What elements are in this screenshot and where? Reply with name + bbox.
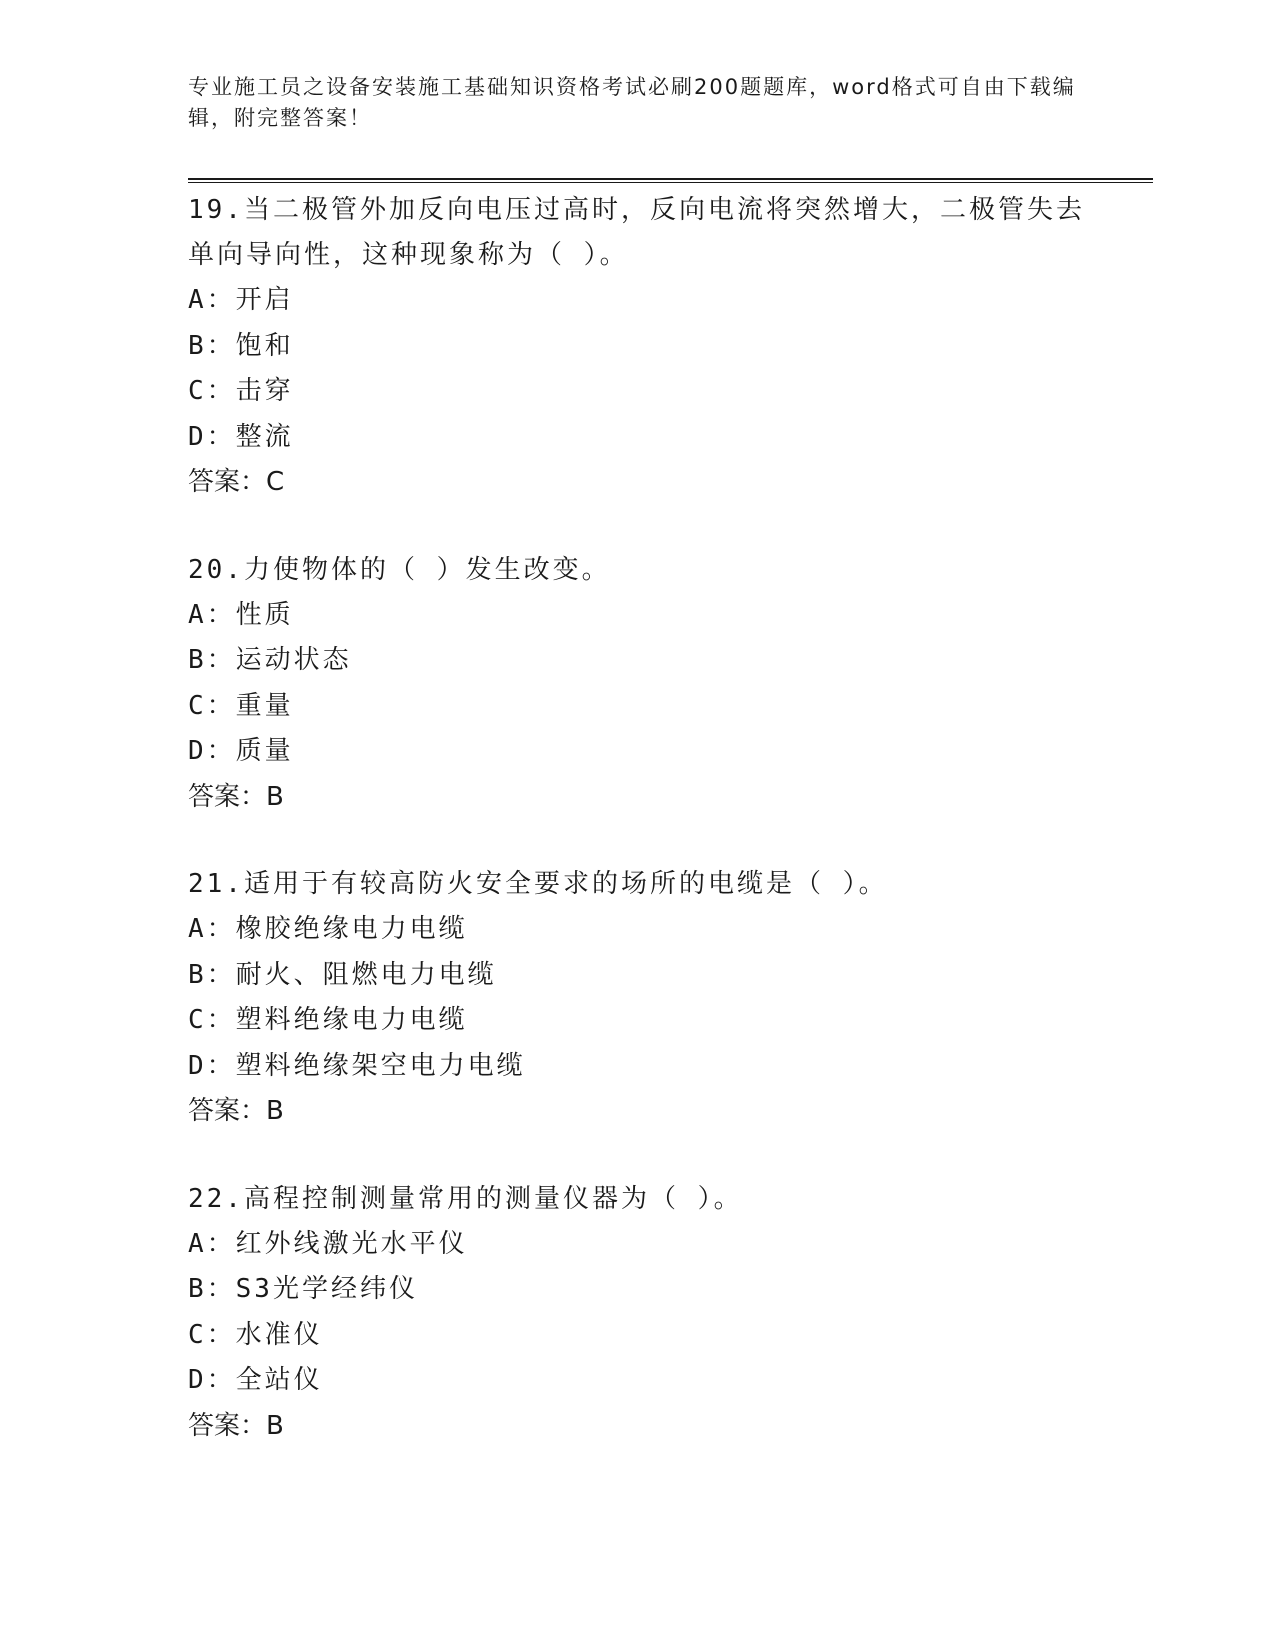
question-text: 21.适用于有较高防火安全要求的场所的电缆是（ ）。 bbox=[188, 869, 888, 899]
option-b: B：饱和 bbox=[188, 330, 294, 361]
option-b: B：运动状态 bbox=[188, 645, 352, 675]
option-d: D：塑料绝缘架空电力电缆 bbox=[188, 1050, 526, 1081]
header-text: 专业施工员之设备安装施工基础知识资格考试必刷200题题库，word格式可自由下载编辑，附完整答案！ bbox=[188, 75, 1076, 130]
answer-line: 答案：B bbox=[188, 781, 284, 812]
question-text: 22.高程控制测量常用的测量仪器为（ ）。 bbox=[188, 1183, 743, 1214]
answer-line: 答案：B bbox=[188, 1410, 284, 1441]
answer-line: 答案：B bbox=[188, 1096, 284, 1126]
document-header bbox=[188, 72, 1088, 134]
option-c: C：塑料绝缘电力电缆 bbox=[188, 1005, 468, 1035]
question-22 bbox=[188, 1177, 1088, 1450]
option-d: D：质量 bbox=[188, 736, 294, 766]
option-b: B：S3光学经纬仪 bbox=[188, 1274, 418, 1304]
question-19 bbox=[188, 188, 1088, 506]
option-b: B：耐火、阻燃电力电缆 bbox=[188, 959, 497, 990]
header-divider bbox=[188, 178, 1153, 183]
option-c: C：水准仪 bbox=[188, 1319, 323, 1350]
question-text: 20.力使物体的（ ）发生改变。 bbox=[188, 554, 611, 585]
option-d: D：整流 bbox=[188, 421, 294, 452]
question-20 bbox=[188, 548, 1088, 821]
question-text: 19.当二极管外加反向电压过高时，反向电流将突然增大，二极管失去单向导向性，这种现象称为（ ）。 bbox=[188, 195, 1085, 270]
option-a: A：性质 bbox=[188, 599, 294, 630]
option-a: A：开启 bbox=[188, 285, 294, 315]
question-21 bbox=[188, 862, 1088, 1135]
option-a: A：橡胶绝缘电力电缆 bbox=[188, 914, 468, 944]
option-c: C：重量 bbox=[188, 690, 294, 721]
answer-line: 答案：C bbox=[188, 467, 285, 497]
question-list bbox=[188, 188, 1088, 1491]
option-d: D：全站仪 bbox=[188, 1365, 323, 1395]
option-c: C：击穿 bbox=[188, 376, 294, 406]
option-a: A：红外线激光水平仪 bbox=[188, 1228, 468, 1259]
